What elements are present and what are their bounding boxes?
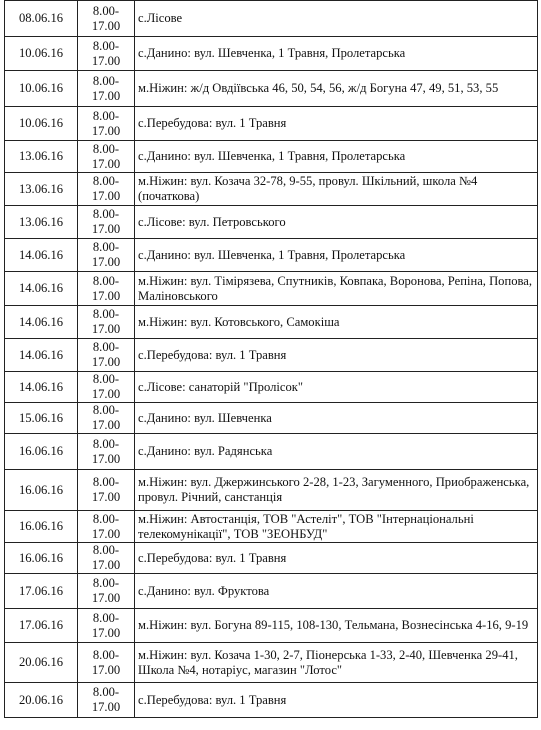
- table-row: [5, 609, 538, 643]
- row-time: [78, 206, 135, 239]
- time-start: 8.00-: [92, 273, 120, 288]
- time-end: 17.00: [91, 418, 121, 432]
- time-start: 8.00-: [92, 436, 120, 451]
- time-end: 17.00: [91, 222, 121, 236]
- outage-schedule-table: [4, 0, 538, 718]
- table-row: [5, 643, 538, 683]
- time-start: 8.00-: [92, 372, 120, 386]
- row-time: [78, 403, 135, 434]
- row-address: с.Данино: вул. Шевченка, 1 Травня, Пролетарська: [135, 141, 538, 173]
- time-end: 17.00: [91, 591, 121, 605]
- time-end: 17.00: [91, 526, 121, 541]
- table-row: [5, 71, 538, 107]
- time-end: 17.00: [91, 288, 121, 303]
- time-end: 17.00: [91, 387, 121, 401]
- time-start: 8.00-: [92, 475, 120, 489]
- row-address: с.Перебудова: вул. 1 Травня: [135, 543, 538, 574]
- row-date: 14.06.16: [5, 239, 78, 272]
- time-end: 17.00: [91, 53, 121, 68]
- row-address: с.Лісове: вул. Петровського: [135, 206, 538, 239]
- row-time: [78, 511, 135, 543]
- time-start: 8.00-: [92, 340, 120, 354]
- table-row: [5, 107, 538, 141]
- row-time: [78, 683, 135, 718]
- time-start: 8.00-: [92, 38, 120, 53]
- row-time: [78, 272, 135, 306]
- row-date: 16.06.16: [5, 470, 78, 511]
- row-address: с.Данино: вул. Шевченка: [135, 403, 538, 434]
- row-date: 08.06.16: [5, 1, 78, 37]
- row-address: с.Лісове: [135, 1, 538, 37]
- table-row: [5, 543, 538, 574]
- row-time: [78, 372, 135, 403]
- time-start: 8.00-: [92, 108, 120, 123]
- row-date: 14.06.16: [5, 372, 78, 403]
- time-end: 17.00: [91, 322, 121, 336]
- table-row: [5, 470, 538, 511]
- table-row: [5, 339, 538, 372]
- row-address: м.Ніжин: вул. Козача 32-78, 9-55, провул. Шкільний, школа №4 (початкова): [135, 173, 538, 206]
- table-row: [5, 141, 538, 173]
- row-address: с.Данино: вул. Шевченка, 1 Травня, Пролетарська: [135, 37, 538, 71]
- row-date: 13.06.16: [5, 141, 78, 173]
- row-date: 10.06.16: [5, 71, 78, 107]
- row-time: [78, 543, 135, 574]
- row-date: 16.06.16: [5, 543, 78, 574]
- schedule-rows: [5, 1, 538, 718]
- table-row: [5, 306, 538, 339]
- row-time: [78, 239, 135, 272]
- table-row: [5, 434, 538, 470]
- time-start: 8.00-: [92, 511, 120, 526]
- row-address: с.Перебудова: вул. 1 Травня: [135, 683, 538, 718]
- row-time: [78, 173, 135, 206]
- time-start: 8.00-: [92, 403, 120, 417]
- row-address: м.Ніжин: вул. Котовського, Самокіша: [135, 306, 538, 339]
- time-start: 8.00-: [92, 610, 120, 625]
- table-row: [5, 206, 538, 239]
- row-date: 16.06.16: [5, 434, 78, 470]
- table-row: [5, 1, 538, 37]
- time-end: 17.00: [91, 662, 121, 677]
- row-address: м.Ніжин: вул. Козача 1-30, 2-7, Піонерська 1-33, 2-40, Шевченка 29-41, Школа №4, нотаріус, магазин "Лотос": [135, 643, 538, 683]
- time-end: 17.00: [91, 255, 121, 269]
- row-time: [78, 37, 135, 71]
- table-row: [5, 511, 538, 543]
- row-date: 17.06.16: [5, 574, 78, 609]
- time-end: 17.00: [91, 156, 121, 171]
- time-end: 17.00: [91, 18, 121, 33]
- time-end: 17.00: [91, 558, 121, 572]
- time-end: 17.00: [91, 88, 121, 103]
- table-row: [5, 372, 538, 403]
- row-time: [78, 643, 135, 683]
- row-address: с.Перебудова: вул. 1 Травня: [135, 339, 538, 372]
- row-time: [78, 339, 135, 372]
- time-start: 8.00-: [92, 685, 120, 699]
- time-end: 17.00: [91, 123, 121, 138]
- time-start: 8.00-: [92, 240, 120, 254]
- row-date: 20.06.16: [5, 683, 78, 718]
- row-date: 16.06.16: [5, 511, 78, 543]
- table-row: [5, 37, 538, 71]
- table-row: [5, 239, 538, 272]
- time-start: 8.00-: [92, 543, 120, 557]
- row-date: 15.06.16: [5, 403, 78, 434]
- row-time: [78, 1, 135, 37]
- time-start: 8.00-: [92, 73, 120, 88]
- row-date: 14.06.16: [5, 272, 78, 306]
- row-date: 13.06.16: [5, 206, 78, 239]
- row-time: [78, 609, 135, 643]
- time-start: 8.00-: [92, 141, 120, 156]
- row-address: с.Данино: вул. Шевченка, 1 Травня, Пролетарська: [135, 239, 538, 272]
- row-address: м.Ніжин: ж/д Овдіївська 46, 50, 54, 56, ж/д Богуна 47, 49, 51, 53, 55: [135, 71, 538, 107]
- time-start: 8.00-: [92, 174, 120, 188]
- row-date: 14.06.16: [5, 339, 78, 372]
- row-address: м.Ніжин: вул. Тімірязева, Спутників, Ковпака, Воронова, Репіна, Попова, Маліновського: [135, 272, 538, 306]
- row-address: м.Ніжин: вул. Джержинського 2-28, 1-23, Загуменного, Приображенська, провул. Річний, санстанція: [135, 470, 538, 511]
- row-address: с.Перебудова: вул. 1 Травня: [135, 107, 538, 141]
- row-date: 20.06.16: [5, 643, 78, 683]
- row-time: [78, 434, 135, 470]
- time-end: 17.00: [91, 355, 121, 369]
- row-time: [78, 306, 135, 339]
- time-end: 17.00: [91, 451, 121, 466]
- row-date: 13.06.16: [5, 173, 78, 206]
- table-row: [5, 272, 538, 306]
- time-start: 8.00-: [92, 3, 120, 18]
- row-date: 10.06.16: [5, 107, 78, 141]
- row-address: с.Лісове: санаторій "Пролісок": [135, 372, 538, 403]
- table-row: [5, 574, 538, 609]
- row-date: 10.06.16: [5, 37, 78, 71]
- table-row: [5, 403, 538, 434]
- time-start: 8.00-: [92, 207, 120, 221]
- row-address: м.Ніжин: Автостанція, ТОВ "Астеліт", ТОВ "Інтернаціональні телекомунікації", ТОВ "ЗЕОНБУД": [135, 511, 538, 543]
- time-end: 17.00: [91, 490, 121, 504]
- row-time: [78, 71, 135, 107]
- time-start: 8.00-: [92, 307, 120, 321]
- row-address: с.Данино: вул. Радянська: [135, 434, 538, 470]
- row-time: [78, 141, 135, 173]
- time-end: 17.00: [91, 700, 121, 714]
- time-start: 8.00-: [92, 576, 120, 590]
- row-time: [78, 470, 135, 511]
- table-row: [5, 173, 538, 206]
- row-date: 17.06.16: [5, 609, 78, 643]
- row-time: [78, 574, 135, 609]
- row-address: с.Данино: вул. Фруктова: [135, 574, 538, 609]
- time-end: 17.00: [91, 189, 121, 203]
- row-date: 14.06.16: [5, 306, 78, 339]
- time-end: 17.00: [91, 625, 121, 640]
- row-address: м.Ніжин: вул. Богуна 89-115, 108-130, Тельмана, Вознесінська 4-16, 9-19: [135, 609, 538, 643]
- table-row: [5, 683, 538, 718]
- row-time: [78, 107, 135, 141]
- time-start: 8.00-: [92, 647, 120, 662]
